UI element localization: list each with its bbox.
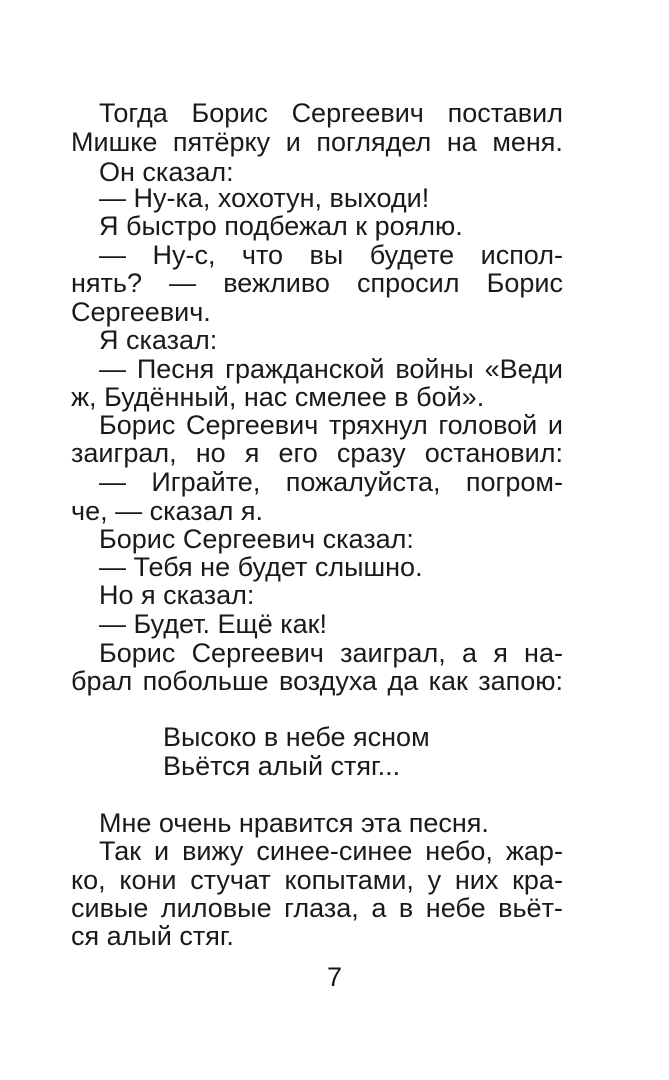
word: Играйте, [151, 467, 261, 497]
word: нять? [71, 268, 142, 298]
page-number: 7 [326, 962, 343, 992]
word: Ну-с, [152, 240, 216, 270]
word: и [547, 410, 563, 440]
word: Борис [99, 410, 176, 440]
poem-line: Вьётся алый стяг... [163, 751, 401, 781]
text-line: че, — сказал я. [71, 496, 263, 526]
word: спросил [357, 268, 460, 298]
text-line [71, 268, 563, 298]
word: меня. [492, 127, 563, 157]
word: — [99, 354, 126, 384]
text-line: ж, Будённый, нас смелее в бой». [71, 382, 485, 412]
word: Песня [136, 354, 215, 384]
word: Сергеевич [185, 410, 319, 440]
word: жар- [505, 836, 563, 866]
word: гражданской [225, 354, 385, 384]
word: я [244, 438, 260, 468]
text-line: Сергеевич. [71, 297, 211, 327]
word: Борис [191, 98, 268, 128]
text-line [99, 410, 563, 440]
text-line [99, 836, 563, 866]
word: пятёрку [172, 127, 271, 157]
text-line: — Тебя не будет слышно. [99, 552, 423, 582]
word: синее-синее [256, 836, 413, 866]
text-line [71, 438, 563, 468]
text-line [71, 893, 563, 923]
poem-line: Высоко в небе ясном [163, 722, 430, 752]
word: да [387, 666, 419, 696]
word: на- [524, 638, 563, 668]
text-line: Я быстро подбежал к роялю. [99, 211, 463, 241]
word: его [278, 438, 318, 468]
text-line [99, 240, 563, 270]
word: пожалуйста, [285, 467, 441, 497]
word: — [169, 268, 197, 298]
word: вижу [182, 836, 244, 866]
text-line: Мне очень нравится эта песня. [99, 808, 489, 838]
word: поглядел [316, 127, 432, 157]
text-line [71, 666, 563, 696]
word: воздуха [279, 666, 378, 696]
word: Так [99, 836, 142, 866]
word: глаза, [284, 893, 359, 923]
word: заиграл, [71, 438, 177, 468]
word: них [454, 865, 499, 895]
word: а [371, 893, 387, 923]
word: ко, [71, 865, 106, 895]
word: стучат [190, 865, 271, 895]
word: будете [369, 240, 455, 270]
word: сразу [336, 438, 406, 468]
word: я [493, 638, 508, 668]
word: Борис [99, 638, 176, 668]
text-line: Но я сказал: [99, 580, 255, 610]
word: головой [438, 410, 538, 440]
word: брал [71, 666, 133, 696]
word: кра- [512, 865, 563, 895]
word: Сергеевич [291, 98, 424, 128]
word: вьёт- [498, 893, 563, 923]
word: заиграл, [340, 638, 446, 668]
text-line [71, 127, 563, 157]
word: небе [425, 893, 486, 923]
word: тряхнул [328, 410, 428, 440]
word: вы [309, 240, 344, 270]
word: запою: [478, 666, 563, 696]
word: Борис [486, 268, 563, 298]
word: на [446, 127, 477, 157]
word: но [195, 438, 226, 468]
word: у [427, 865, 442, 895]
word: Тогда [99, 98, 168, 128]
word: что [241, 240, 284, 270]
text-line: Борис Сергеевич сказал: [99, 524, 414, 554]
text-line: — Ну-ка, хохотун, выходи! [99, 183, 430, 213]
word: поставил [447, 98, 563, 128]
word: сивые [71, 893, 149, 923]
text-line [99, 98, 563, 128]
text-line [71, 865, 563, 895]
word: войны [395, 354, 474, 384]
text-line: Он сказал: [99, 157, 234, 187]
text-line [99, 638, 563, 668]
text-line: — Будет. Ещё как! [99, 609, 327, 639]
word: как [428, 666, 468, 696]
word: копытами, [284, 865, 414, 895]
text-line [99, 467, 563, 497]
word: в [398, 893, 414, 923]
word: — [99, 240, 126, 270]
word: кони [119, 865, 177, 895]
word: небо, [425, 836, 493, 866]
text-line: ся алый стяг. [71, 921, 234, 951]
word: испол- [480, 240, 563, 270]
word: лиловые [160, 893, 272, 923]
word: Сергеевич [191, 638, 324, 668]
word: и [285, 127, 301, 157]
word: — [99, 467, 126, 497]
text-line: Я сказал: [99, 325, 218, 355]
word: «Веди [484, 354, 563, 384]
text-line [99, 354, 563, 384]
word: и [154, 836, 170, 866]
word: а [461, 638, 477, 668]
word: побольше [142, 666, 269, 696]
word: Мишке [71, 127, 158, 157]
word: остановил: [424, 438, 563, 468]
word: погром- [465, 467, 563, 497]
word: вежливо [223, 268, 330, 298]
